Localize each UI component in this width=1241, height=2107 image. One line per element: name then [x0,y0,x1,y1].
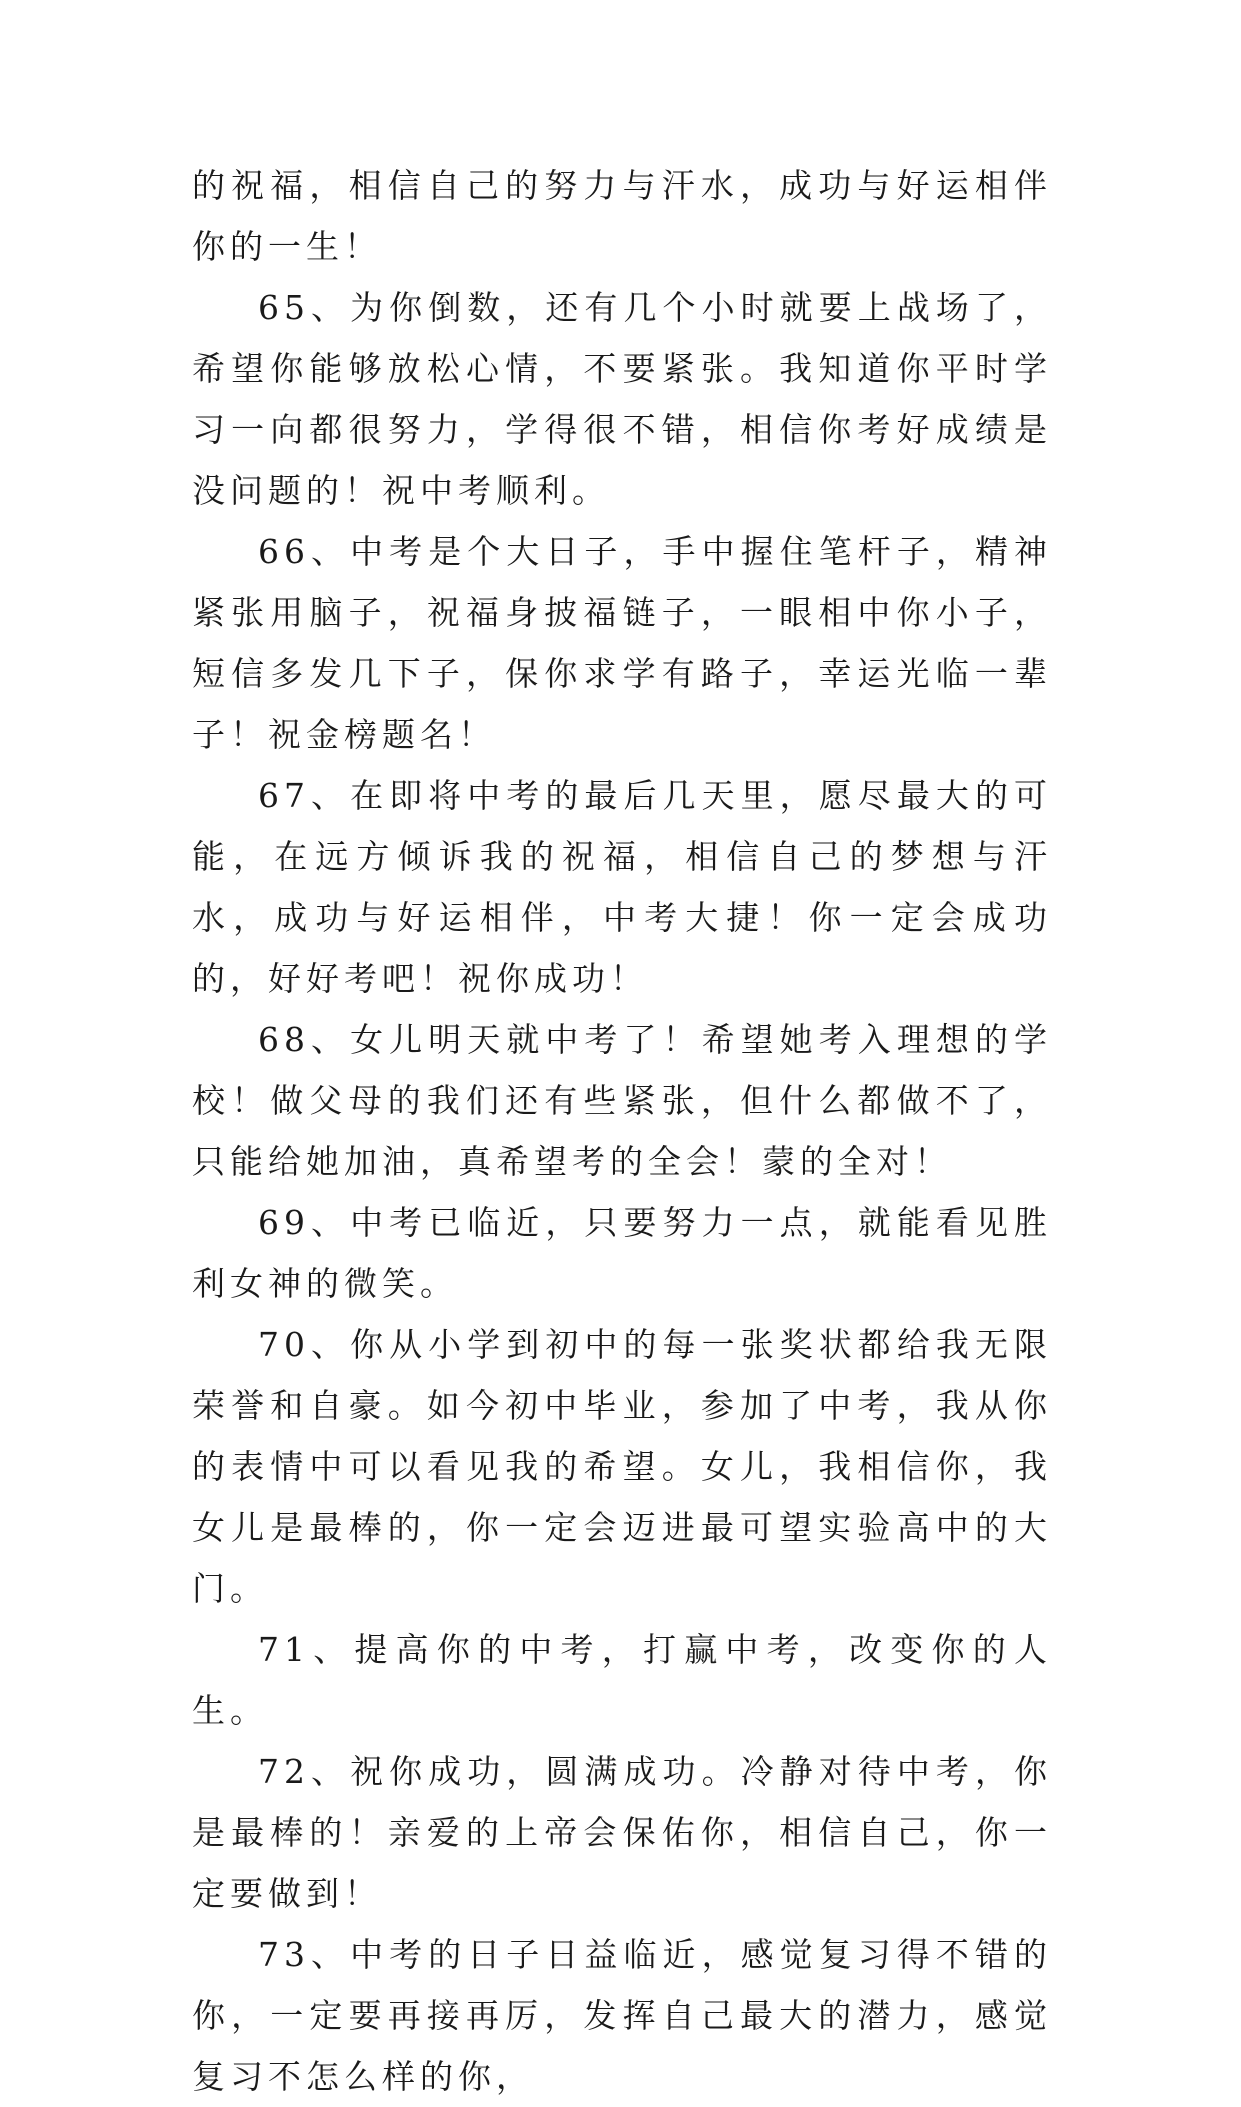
paragraph-68: 68、女儿明天就中考了！希望她考入理想的学校！做父母的我们还有些紧张，但什么都做不了，只能给她加油，真希望考的全会！蒙的全对！ [192,1020,1052,1181]
paragraph-66: 66、中考是个大日子，手中握住笔杆子，精神紧张用脑子，祝福身披福链子，一眼相中你小子，短信多发几下子，保你求学有路子，幸运光临一辈子！祝金榜题名！ [192,532,1052,754]
document-body [192,155,1052,2107]
paragraph-67: 67、在即将中考的最后几天里，愿尽最大的可能，在远方倾诉我的祝福，相信自己的梦想与汗水，成功与好运相伴，中考大捷！你一定会成功的，好好考吧！祝你成功！ [192,776,1052,998]
paragraph-70: 70、你从小学到初中的每一张奖状都给我无限荣誉和自豪。如今初中毕业，参加了中考，我从你的表情中可以看见我的希望。女儿，我相信你，我女儿是最棒的，你一定会迈进最可望实验高中的大门。 [192,1325,1052,1608]
paragraph-69: 69、中考已临近，只要努力一点，就能看见胜利女神的微笑。 [192,1203,1052,1303]
paragraph-73: 73、中考的日子日益临近，感觉复习得不错的你，一定要再接再厉，发挥自己最大的潜力，感觉复习不怎么样的你， [192,1935,1052,2096]
paragraph-71: 71、提高你的中考，打赢中考，改变你的人生。 [192,1630,1052,1730]
paragraph-65: 65、为你倒数，还有几个小时就要上战场了，希望你能够放松心情，不要紧张。我知道你平时学习一向都很努力，学得很不错，相信你考好成绩是没问题的！祝中考顺利。 [192,288,1052,510]
paragraph-continuation: 的祝福，相信自己的努力与汗水，成功与好运相伴你的一生！ [192,166,1052,266]
paragraph-72: 72、祝你成功，圆满成功。冷静对待中考，你是最棒的！亲爱的上帝会保佑你，相信自己，你一定要做到！ [192,1752,1052,1913]
